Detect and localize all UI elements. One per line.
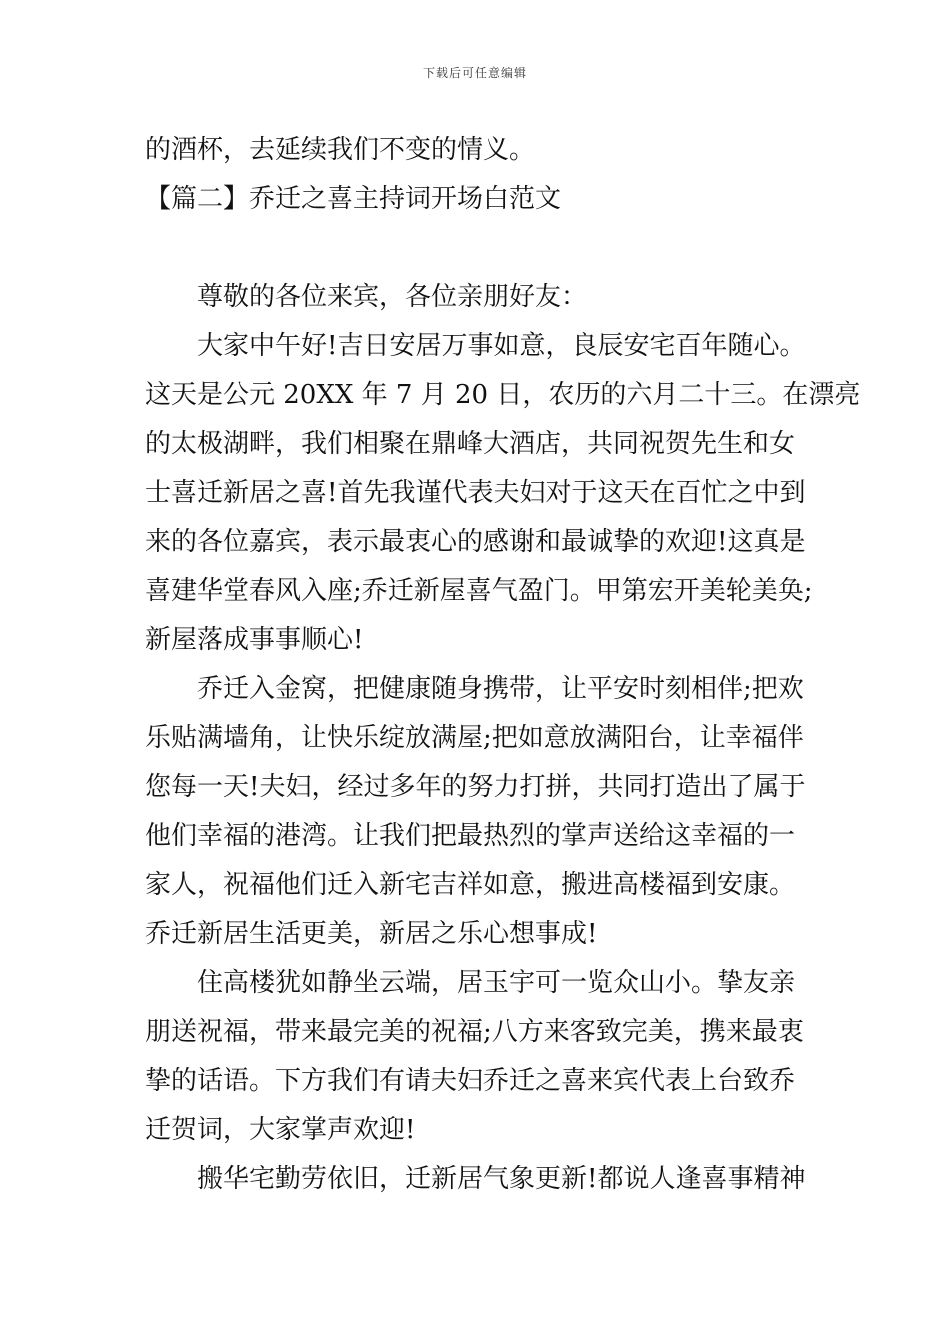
text-line: 这天是公元 20XX 年 7 月 20 日，农历的六月二十三。在漂亮 xyxy=(145,380,861,410)
text-line: 的太极湖畔，我们相聚在鼎峰大酒店，共同祝贺先生和女 xyxy=(145,429,796,459)
blank-line xyxy=(145,224,835,273)
text-line: 大家中午好!吉日安居万事如意，良辰安宅百年随心。 xyxy=(197,331,806,361)
text-line: 的酒杯，去延续我们不变的情义。 xyxy=(145,135,536,165)
text-line: 迁贺词，大家掌声欢迎! xyxy=(145,1115,416,1145)
salutation: 尊敬的各位来宾，各位亲朋好友： xyxy=(197,282,588,312)
text-line: 乔迁入金窝，把健康随身携带，让平安时刻相伴;把欢 xyxy=(197,674,804,704)
text-line: 住高楼犹如静坐云端，居玉宇可一览众山小。挚友亲 xyxy=(197,968,796,998)
text-line: 搬华宅勤劳依旧，迁新居气象更新!都说人逢喜事精神 xyxy=(197,1164,806,1194)
text-line: 挚的话语。下方我们有请夫妇乔迁之喜来宾代表上台致乔 xyxy=(145,1066,796,1096)
text-line: 乐贴满墙角，让快乐绽放满屋;把如意放满阳台，让幸福伴 xyxy=(145,723,804,753)
text-line: 喜建华堂春风入座;乔迁新屋喜气盈门。甲第宏开美轮美奂; xyxy=(145,576,813,606)
page-header: 下载后可任意编辑 xyxy=(422,66,527,80)
text-line: 家人，祝福他们迁入新宅吉祥如意，搬进高楼福到安康。 xyxy=(145,870,796,900)
section-heading: 【篇二】乔迁之喜主持词开场白范文 xyxy=(145,184,562,214)
text-line: 乔迁新居生活更美，新居之乐心想事成! xyxy=(145,919,598,949)
text-line: 他们幸福的港湾。让我们把最热烈的掌声送给这幸福的一 xyxy=(145,821,796,851)
text-line: 朋送祝福，带来最完美的祝福;八方来客致完美，携来最衷 xyxy=(145,1017,804,1047)
document-body xyxy=(145,126,861,1204)
text-line: 您每一天!夫妇，经过多年的努力打拼，共同打造出了属于 xyxy=(145,772,806,802)
text-line: 新屋落成事事顺心! xyxy=(145,625,364,655)
text-line: 来的各位嘉宾，表示最衷心的感谢和最诚挚的欢迎!这真是 xyxy=(145,527,806,557)
text-line: 士喜迁新居之喜!首先我谨代表夫妇对于这天在百忙之中到 xyxy=(145,478,806,508)
